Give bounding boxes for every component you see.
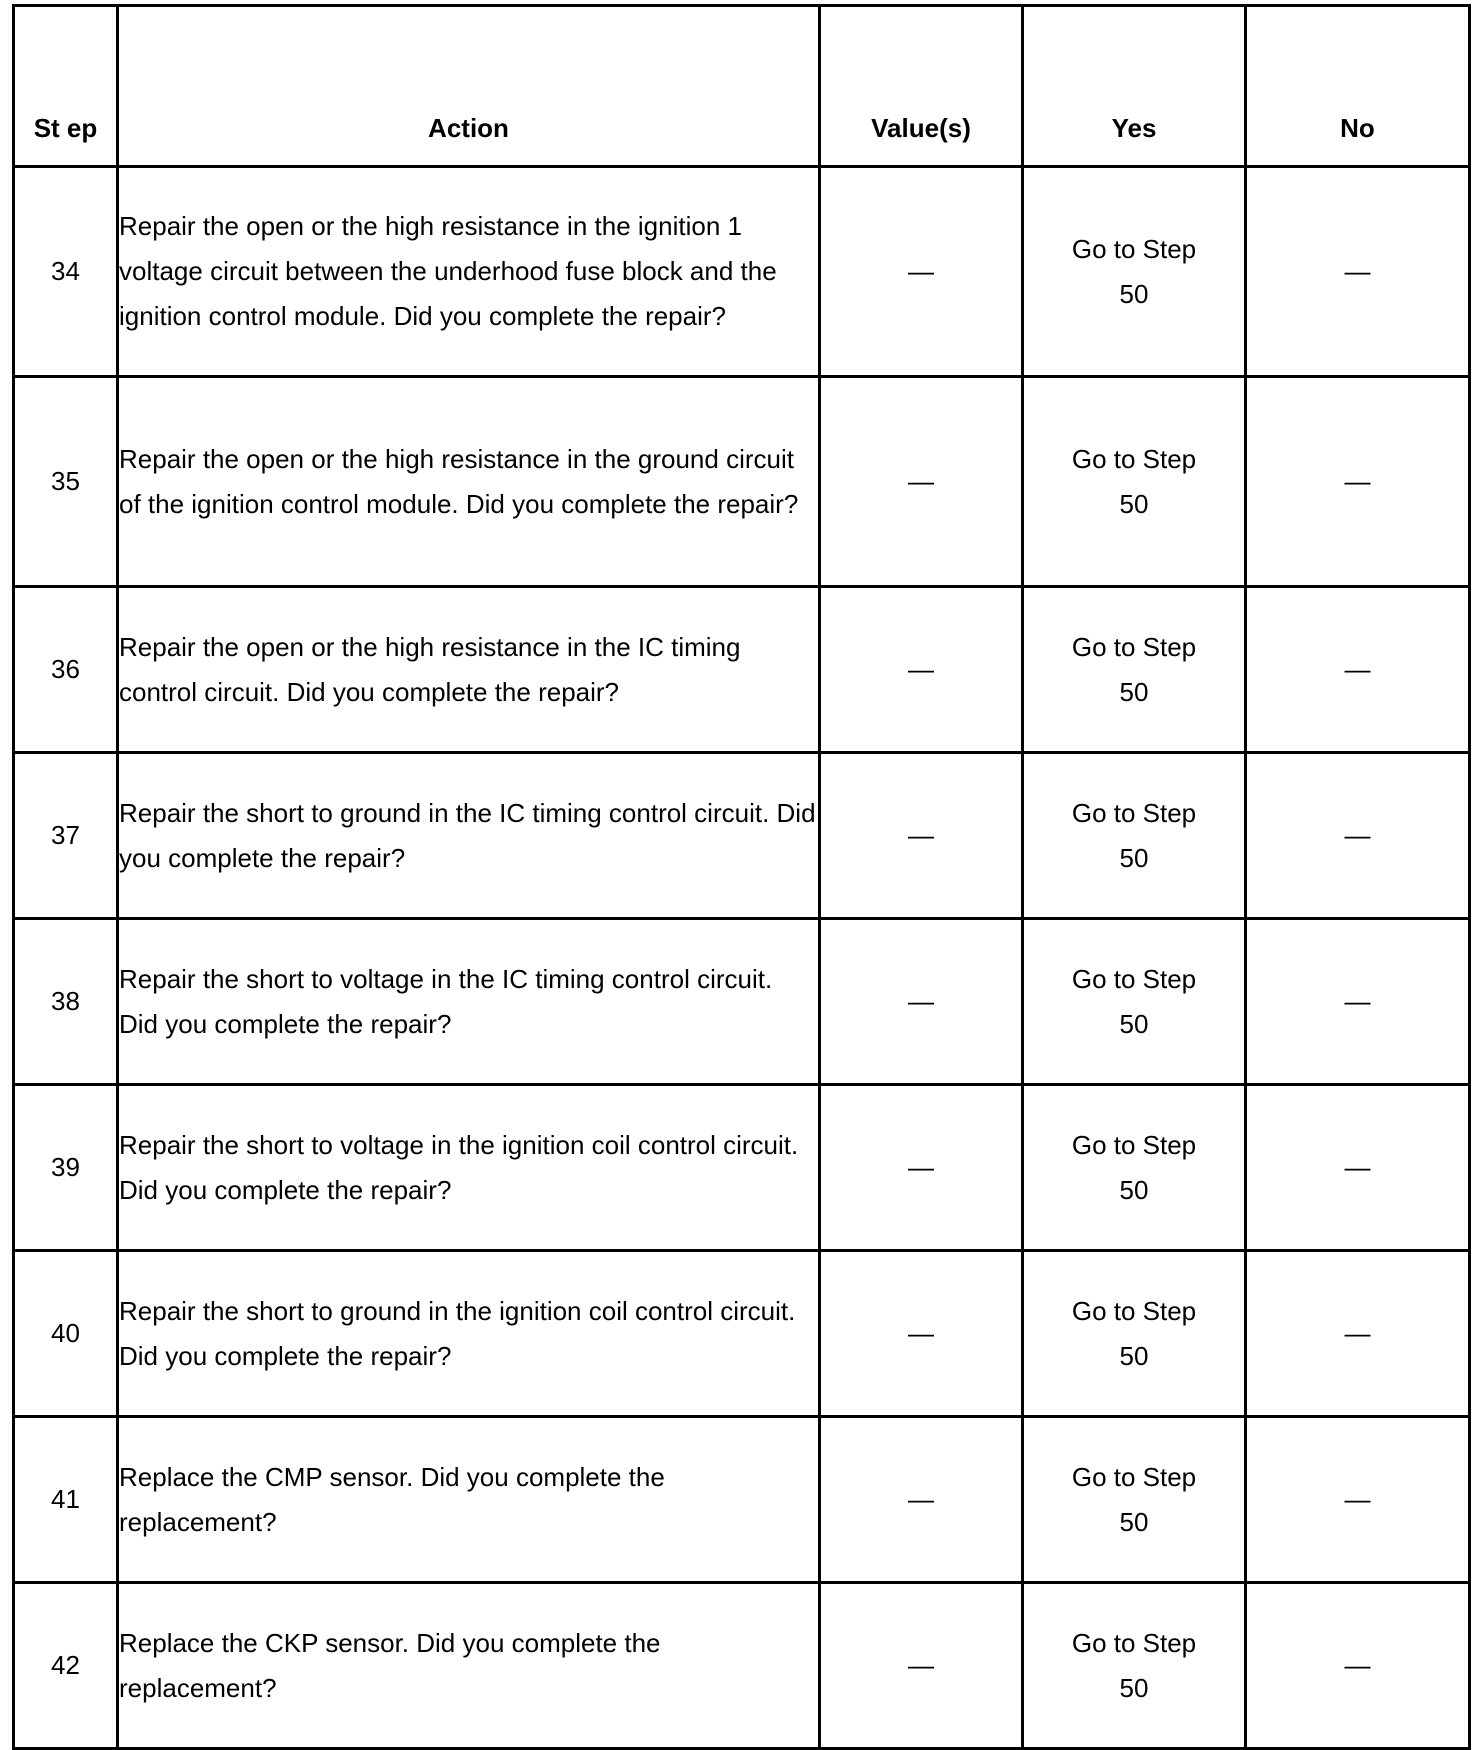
yes-cell bbox=[1023, 753, 1246, 919]
table-row bbox=[14, 1417, 1470, 1583]
value-cell: — bbox=[820, 587, 1023, 753]
value-cell: — bbox=[820, 1085, 1023, 1251]
yes-goto-text: Go to Step 50 bbox=[1071, 1461, 1197, 1537]
action-text: Repair the open or the high resistance in the IC timing control circuit. Did you complete the repair? bbox=[118, 587, 820, 753]
yes-goto-text: Go to Step 50 bbox=[1071, 233, 1197, 309]
table-row bbox=[14, 1085, 1470, 1251]
action-header: Action bbox=[118, 6, 820, 167]
yes-goto-text: Go to Step 50 bbox=[1071, 1295, 1197, 1371]
yes-cell bbox=[1023, 1583, 1246, 1749]
action-text: Repair the short to voltage in the IC timing control circuit. Did you complete the repair? bbox=[118, 919, 820, 1085]
yes-goto-text: Go to Step 50 bbox=[1071, 1627, 1197, 1703]
no-cell: — bbox=[1246, 377, 1470, 587]
table-row bbox=[14, 1251, 1470, 1417]
yes-goto-text: Go to Step 50 bbox=[1071, 797, 1197, 873]
no-cell: — bbox=[1246, 1583, 1470, 1749]
no-cell: — bbox=[1246, 587, 1470, 753]
value-cell: — bbox=[820, 753, 1023, 919]
step-number: 37 bbox=[14, 753, 118, 919]
yes-goto-text: Go to Step 50 bbox=[1071, 963, 1197, 1039]
table-row bbox=[14, 753, 1470, 919]
step-number: 42 bbox=[14, 1583, 118, 1749]
yes-cell bbox=[1023, 167, 1246, 377]
value-cell: — bbox=[820, 1583, 1023, 1749]
action-text: Repair the open or the high resistance in the ignition 1 voltage circuit between the underhood fuse block and the ignition control module. Did you complete the repair? bbox=[118, 167, 820, 377]
step-number: 40 bbox=[14, 1251, 118, 1417]
no-cell: — bbox=[1246, 753, 1470, 919]
value-cell: — bbox=[820, 377, 1023, 587]
yes-goto-text: Go to Step 50 bbox=[1071, 443, 1197, 519]
table-row bbox=[14, 1583, 1470, 1749]
step-number: 35 bbox=[14, 377, 118, 587]
yes-cell bbox=[1023, 377, 1246, 587]
action-text: Repair the short to voltage in the ignition coil control circuit. Did you complete the repair? bbox=[118, 1085, 820, 1251]
header-row bbox=[14, 6, 1470, 167]
action-text: Repair the short to ground in the ignition coil control circuit. Did you complete the repair? bbox=[118, 1251, 820, 1417]
values-header: Value(s) bbox=[820, 6, 1023, 167]
table-row bbox=[14, 919, 1470, 1085]
action-text: Replace the CKP sensor. Did you complete the replacement? bbox=[118, 1583, 820, 1749]
no-cell: — bbox=[1246, 919, 1470, 1085]
step-number: 36 bbox=[14, 587, 118, 753]
step-number: 34 bbox=[14, 167, 118, 377]
table-row bbox=[14, 377, 1470, 587]
yes-cell bbox=[1023, 1085, 1246, 1251]
value-cell: — bbox=[820, 167, 1023, 377]
diagnostic-steps-table bbox=[12, 4, 1471, 1750]
no-cell: — bbox=[1246, 167, 1470, 377]
action-text: Replace the CMP sensor. Did you complete the replacement? bbox=[118, 1417, 820, 1583]
action-text: Repair the short to ground in the IC timing control circuit. Did you complete the repair? bbox=[118, 753, 820, 919]
yes-goto-text: Go to Step 50 bbox=[1071, 1129, 1197, 1205]
step-header: St ep bbox=[14, 6, 118, 167]
no-cell: — bbox=[1246, 1085, 1470, 1251]
table-row bbox=[14, 587, 1470, 753]
yes-cell bbox=[1023, 919, 1246, 1085]
no-cell: — bbox=[1246, 1251, 1470, 1417]
value-cell: — bbox=[820, 1417, 1023, 1583]
value-cell: — bbox=[820, 1251, 1023, 1417]
yes-header: Yes bbox=[1023, 6, 1246, 167]
yes-cell bbox=[1023, 587, 1246, 753]
step-number: 38 bbox=[14, 919, 118, 1085]
no-header: No bbox=[1246, 6, 1470, 167]
yes-cell bbox=[1023, 1251, 1246, 1417]
value-cell: — bbox=[820, 919, 1023, 1085]
action-text: Repair the open or the high resistance in the ground circuit of the ignition control module. Did you complete the repair? bbox=[118, 377, 820, 587]
step-number: 41 bbox=[14, 1417, 118, 1583]
step-number: 39 bbox=[14, 1085, 118, 1251]
table-row bbox=[14, 167, 1470, 377]
yes-goto-text: Go to Step 50 bbox=[1071, 631, 1197, 707]
no-cell: — bbox=[1246, 1417, 1470, 1583]
yes-cell bbox=[1023, 1417, 1246, 1583]
